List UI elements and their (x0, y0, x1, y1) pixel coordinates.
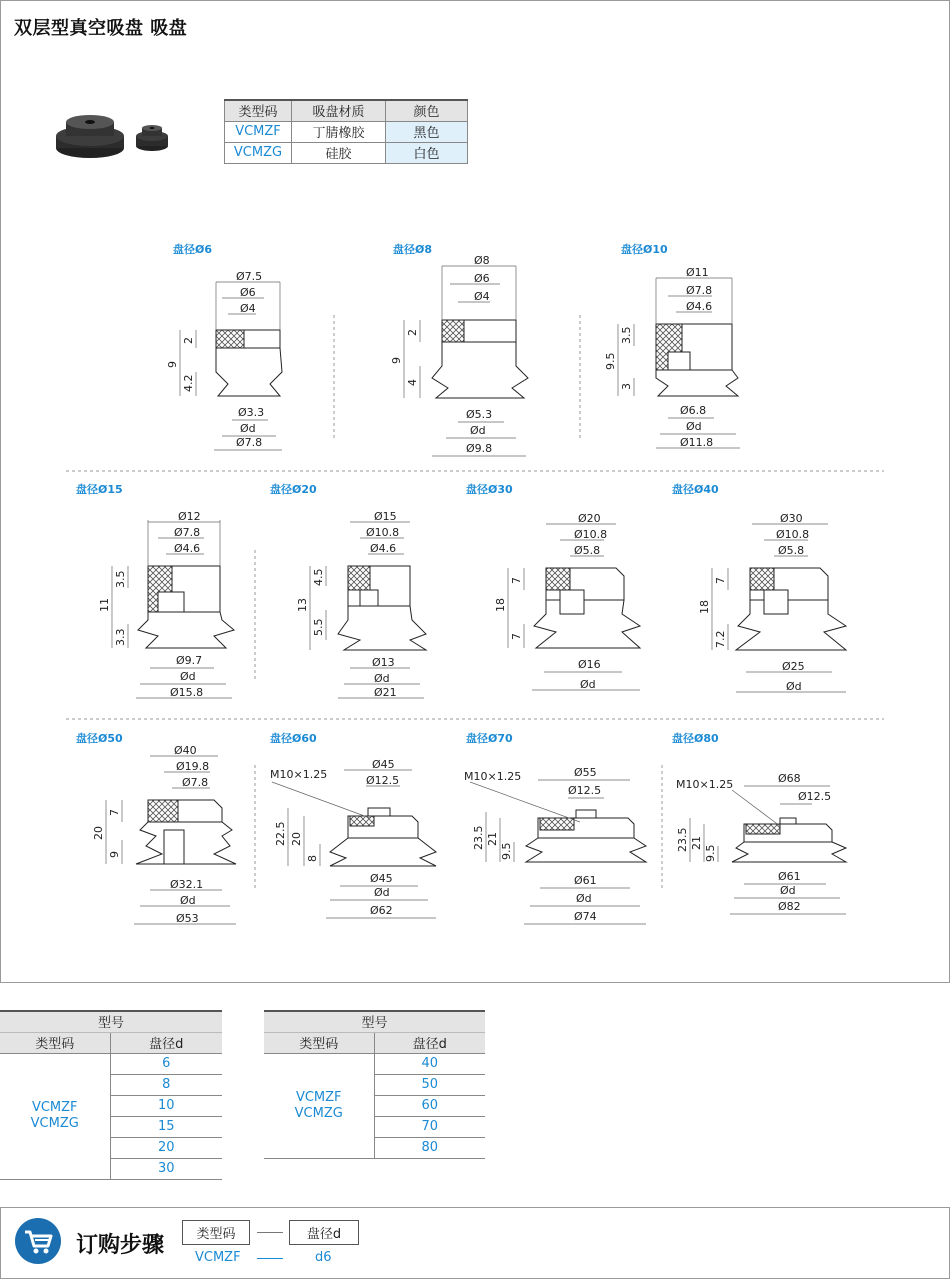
dim-label: Ød (374, 886, 390, 899)
type-code: VCMZG (294, 1105, 343, 1121)
dim-label: Ø9.8 (466, 442, 493, 455)
model-type-codes (264, 1053, 374, 1158)
dim-label: Ø62 (370, 904, 393, 917)
dim-label: 2 (406, 329, 419, 336)
size-label-d20: 盘径Ø20 (270, 483, 317, 496)
dim-label: Ø9.7 (176, 654, 203, 667)
size-label-d6: 盘径Ø6 (173, 243, 213, 256)
size-label-d30: 盘径Ø30 (466, 483, 513, 496)
dim-label: 22.5 (274, 821, 287, 846)
diameter-cell: 70 (374, 1116, 485, 1137)
dim-label: Ø16 (578, 658, 601, 671)
table-row (264, 1053, 485, 1074)
dim-label: Ød (240, 422, 256, 435)
dim-label: Ød (580, 678, 596, 691)
dim-label: Ø5.8 (778, 544, 805, 557)
diameter-cell: 20 (110, 1137, 222, 1158)
diameter-cell: 15 (110, 1116, 222, 1137)
dim-label: Ø13 (372, 656, 395, 669)
diameter-cell: 60 (374, 1095, 485, 1116)
material-cell: 白色 (386, 142, 468, 163)
model-col-type: 类型码 (0, 1032, 110, 1053)
material-table (224, 99, 468, 164)
material-cell: VCMZF (225, 121, 292, 142)
divider (257, 1258, 283, 1259)
material-cell: 黑色 (386, 121, 468, 142)
dim-label: 7.2 (714, 630, 727, 648)
dim-label: 9.5 (704, 844, 717, 862)
dim-label: 11 (98, 598, 111, 612)
order-value-diameter: d6 (315, 1250, 332, 1265)
diameter-cell: 10 (110, 1095, 222, 1116)
dim-label: 9.5 (500, 842, 513, 860)
dim-label: 7 (714, 577, 727, 584)
dim-label: Ø7.8 (182, 776, 209, 789)
diameter-cell: 8 (110, 1074, 222, 1095)
dim-label: Ø45 (370, 872, 393, 885)
dim-label: Ø6.8 (680, 404, 707, 417)
dim-label: 9 (390, 357, 403, 364)
material-cell: 硅胶 (292, 142, 386, 163)
dim-label: 8 (306, 855, 319, 862)
dim-label: 5.5 (312, 618, 325, 636)
model-table-header: 型号 (0, 1011, 222, 1032)
dim-label: Ø10.8 (366, 526, 400, 539)
dim-label: Ø74 (574, 910, 597, 923)
dim-label: Ø7.8 (236, 436, 263, 449)
dim-label: Ø10.8 (776, 528, 810, 541)
dim-label: Ø19.8 (176, 760, 210, 773)
dim-label: Ød (180, 894, 196, 907)
dim-label: 3.3 (114, 628, 127, 646)
dim-label: Ø82 (778, 900, 801, 913)
type-code: VCMZG (30, 1116, 79, 1131)
material-header-material: 吸盘材质 (292, 100, 386, 121)
dim-label: 23.5 (472, 825, 485, 850)
model-col-diameter: 盘径d (374, 1032, 485, 1053)
order-box-diameter: 盘径d (289, 1220, 359, 1245)
dim-label: Ø4 (474, 290, 490, 303)
dim-label: Ø11.8 (680, 436, 714, 449)
dim-label: Ø32.1 (170, 878, 204, 891)
dim-label: Ø12.5 (568, 784, 602, 797)
dim-label: 7 (108, 809, 121, 816)
technical-drawings (0, 230, 950, 940)
diameter-cell: 40 (374, 1053, 485, 1074)
dim-label: 21 (486, 832, 499, 846)
dim-label: 3 (620, 383, 633, 390)
diameter-cell: 30 (110, 1158, 222, 1179)
dim-label: Ø68 (778, 772, 801, 785)
dim-label: 4.2 (182, 374, 195, 392)
diameter-cell: 80 (374, 1137, 485, 1158)
dim-label: Ø15.8 (170, 686, 204, 699)
dim-label: Ø25 (782, 660, 805, 673)
size-label-d60: 盘径Ø60 (270, 732, 317, 745)
dim-label: M10×1.25 (464, 770, 522, 783)
dim-label: Ød (786, 680, 802, 693)
dim-label: 4.5 (312, 568, 325, 586)
dim-label: Ød (374, 672, 390, 685)
material-header-color: 颜色 (386, 100, 468, 121)
type-code: VCMZF (295, 1089, 342, 1105)
material-header-type: 类型码 (225, 100, 292, 121)
dim-label: Ø4 (240, 302, 256, 315)
dim-label: 9.5 (604, 352, 617, 370)
dim-label: Ø6 (240, 286, 256, 299)
dim-label: 20 (290, 832, 303, 846)
model-type-codes (0, 1053, 110, 1179)
dim-label: Ø21 (374, 686, 397, 699)
divider (257, 1232, 283, 1233)
dim-label: Ød (576, 892, 592, 905)
dim-label: Ø5.8 (574, 544, 601, 557)
dim-label: 2 (182, 337, 195, 344)
order-steps-title: 订购步骤 (76, 1233, 165, 1258)
model-col-diameter: 盘径d (110, 1032, 222, 1053)
dim-label: Ø4.6 (686, 300, 713, 313)
model-table-header: 型号 (264, 1011, 485, 1032)
size-label-d80: 盘径Ø80 (672, 732, 719, 745)
dim-label: Ø20 (578, 512, 601, 525)
dim-label: Ød (180, 670, 196, 683)
dim-label: Ø4.6 (370, 542, 397, 555)
size-label-d15: 盘径Ø15 (76, 483, 123, 496)
dim-label: Ø6 (474, 272, 490, 285)
dim-label: 4 (406, 379, 419, 386)
dim-label: Ø3.3 (238, 406, 265, 419)
table-row (225, 121, 468, 142)
dim-label: Ø55 (574, 766, 597, 779)
order-value-type: VCMZF (195, 1250, 241, 1265)
dim-label: Ø4.6 (174, 542, 201, 555)
diameter-cell: 50 (374, 1074, 485, 1095)
table-row (225, 142, 468, 163)
dim-label: M10×1.25 (676, 778, 734, 791)
dim-label: Ø45 (372, 758, 395, 771)
dim-label: 7 (510, 577, 523, 584)
dim-label: Ød (780, 884, 796, 897)
dim-label: Ø11 (686, 266, 709, 279)
dim-label: 20 (92, 826, 105, 840)
size-label-d10: 盘径Ø10 (621, 243, 668, 256)
dim-label: Ød (686, 420, 702, 433)
dim-label: M10×1.25 (270, 768, 328, 781)
dim-label: 18 (698, 600, 711, 614)
dim-label: Ø7.8 (174, 526, 201, 539)
dim-label: Ø61 (574, 874, 597, 887)
model-col-type: 类型码 (264, 1032, 374, 1053)
dim-label: Ø61 (778, 870, 801, 883)
order-steps-panel (0, 1207, 950, 1279)
type-code: VCMZF (31, 1100, 78, 1115)
table-row (0, 1053, 222, 1074)
model-table-1 (0, 1010, 222, 1180)
dim-label: 7 (510, 633, 523, 640)
model-table-2 (264, 1010, 485, 1159)
size-label-d8: 盘径Ø8 (393, 243, 433, 256)
dim-label: Ø12.5 (798, 790, 832, 803)
dim-label: Ø15 (374, 510, 397, 523)
dim-label: 3.5 (620, 326, 633, 344)
dim-label: Ø40 (174, 744, 197, 757)
dim-label: Ø53 (176, 912, 199, 925)
size-label-d50: 盘径Ø50 (76, 732, 123, 745)
dim-label: 13 (296, 598, 309, 612)
dim-label: Ø12.5 (366, 774, 400, 787)
dim-label: Ød (470, 424, 486, 437)
dim-label: Ø10.8 (574, 528, 608, 541)
shopping-cart-icon (15, 1218, 61, 1264)
dim-label: 3.5 (114, 570, 127, 588)
order-box-type: 类型码 (182, 1220, 250, 1245)
size-label-d40: 盘径Ø40 (672, 483, 719, 496)
size-label-d70: 盘径Ø70 (466, 732, 513, 745)
dim-label: 9 (166, 361, 179, 368)
dim-label: Ø7.5 (236, 270, 263, 283)
page-title: 双层型真空吸盘 吸盘 (14, 18, 188, 39)
dim-label: 21 (690, 836, 703, 850)
dim-label: Ø7.8 (686, 284, 713, 297)
material-cell: VCMZG (225, 142, 292, 163)
product-photo (50, 110, 190, 165)
dim-label: 23.5 (676, 827, 689, 852)
dim-label: Ø8 (474, 254, 490, 267)
dim-label: 9 (108, 851, 121, 858)
dim-label: Ø12 (178, 510, 201, 523)
dim-label: Ø30 (780, 512, 803, 525)
dim-label: 18 (494, 598, 507, 612)
diameter-cell: 6 (110, 1053, 222, 1074)
dim-label: Ø5.3 (466, 408, 493, 421)
material-cell: 丁腈橡胶 (292, 121, 386, 142)
